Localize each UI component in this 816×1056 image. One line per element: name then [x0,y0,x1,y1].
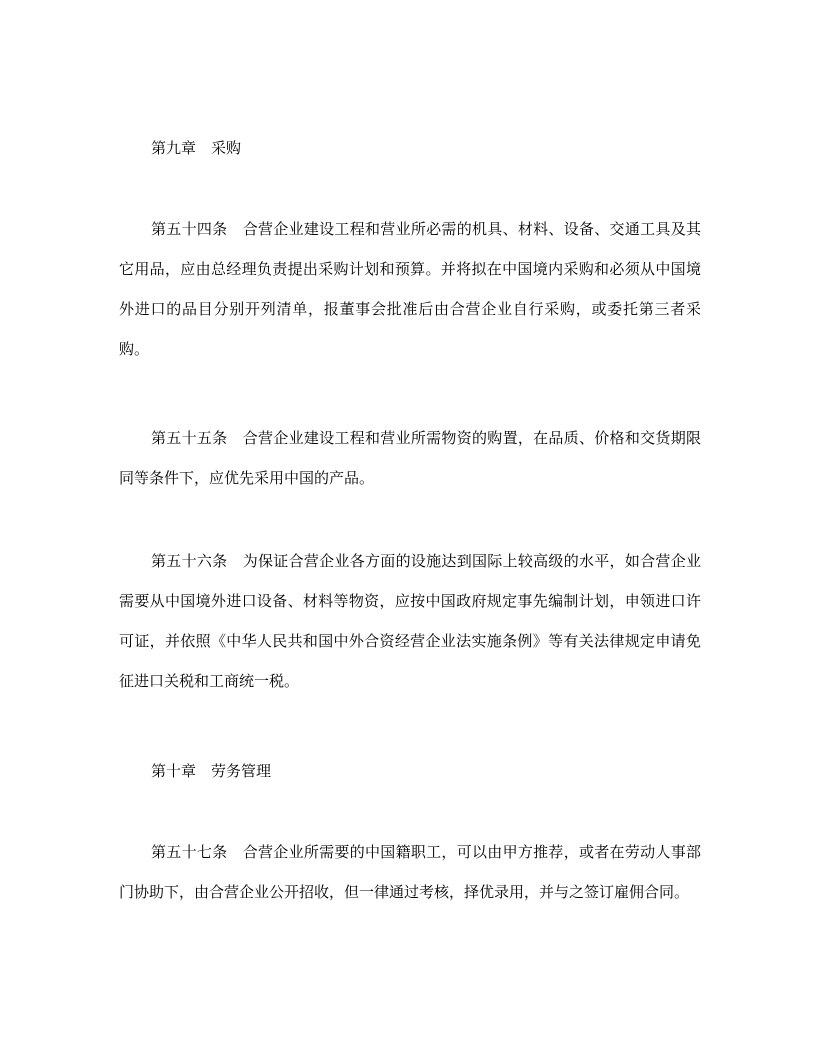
article-57-paragraph: 第五十七条 合营企业所需要的中国籍职工，可以由甲方推荐，或者在劳动人事部门协助下，由合营企业公开招收，但一律通过考核，择优录用，并与之签订雇佣合同。 [119,843,701,901]
chapter-9-heading: 第九章 采购 [151,139,242,157]
article-56-paragraph: 第五十六条 为保证合营企业各方面的设施达到国际上较高级的水平，如合营企业需要从中国境外进口设备、材料等物资，应按中国政府规定事先编制计划，申领进口许可证，并依照《中华人民共和国中外合资经营企业法实施条例》等有关法律规定申请免征进口关税和工商统一税。 [119,552,701,690]
chapter-10-heading: 第十章 劳务管理 [151,762,272,780]
article-55-paragraph: 第五十五条 合营企业建设工程和营业所需物资的购置，在品质、价格和交货期限同等条件下，应优先采用中国的产品。 [119,429,701,487]
article-54-paragraph: 第五十四条 合营企业建设工程和营业所必需的机具、材料、设备、交通工具及其它用品，应由总经理负责提出采购计划和预算。并将拟在中国境内采购和必须从中国境外进口的品目分别开列清单，报董事会批准后由合营企业自行采购，或委托第三者采购。 [119,220,701,358]
